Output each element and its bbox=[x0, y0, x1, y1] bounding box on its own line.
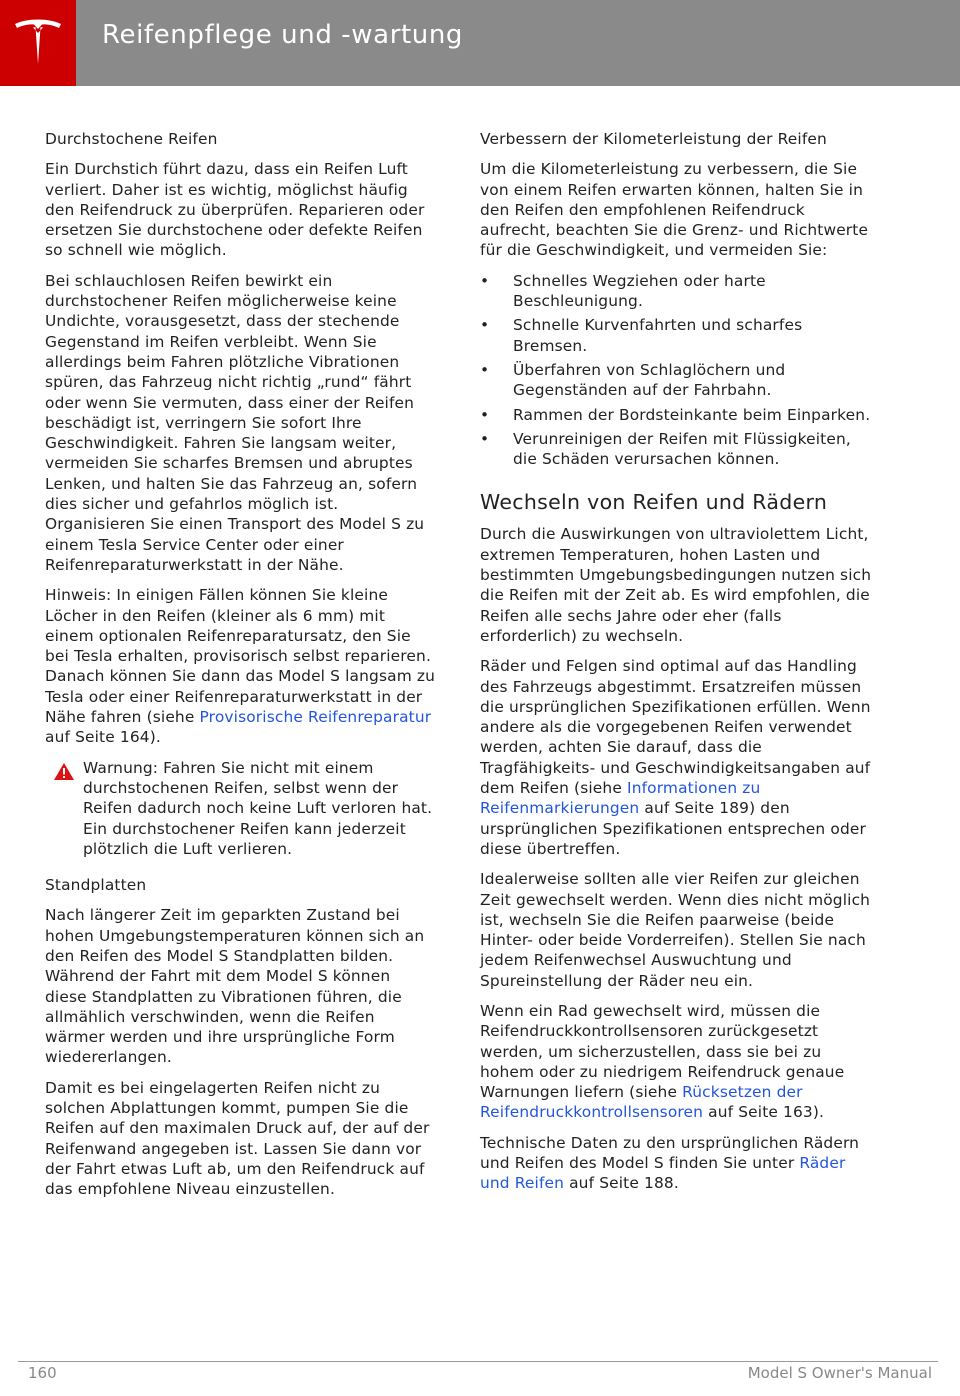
warning-box bbox=[45, 758, 437, 859]
repair-note-page-ref: auf Seite 164). bbox=[45, 728, 161, 747]
link-reset-tpms-sensors[interactable]: Rücksetzen der Reifendruckkontrollsensoren bbox=[480, 1083, 803, 1122]
puncture-paragraph-2: Bei schlauchlosen Reifen bewirkt ein durchstochener Reifen möglicherweise keine Undichte, vorausgesetzt, dass der stechende Gegenstand im Reifen verbleibt. Wenn Sie allerdings beim Fahren plötzliche Vibrationen spüren, das Fahrzeug nicht richtig „rund“ fährt oder wenn Sie vermuten, dass einer der Reifen beschädigt ist, verringern Sie sofort Ihre Geschwindigkeit. Fahren Sie langsam weiter, vermeiden Sie scharfes Bremsen und abruptes Lenken, und halten Sie das Fahrzeug an, sofern dies sicher und gefahrlos möglich ist. Organisieren Sie einen Transport des Model S zu einem Tesla Service Center oder einer Reifenreparaturwerkstatt in der Nähe. bbox=[45, 271, 425, 574]
list-item: • Schnelles Wegziehen oder harte Beschleunigung. bbox=[480, 271, 766, 311]
footer-divider bbox=[18, 1361, 938, 1362]
bullet-icon: • bbox=[480, 429, 490, 448]
tesla-logo-icon bbox=[13, 16, 63, 70]
flatspot-paragraph-2: Damit es bei eingelagerten Reifen nicht zu solchen Abplattungen kommt, pumpen Sie die Reifen auf den maximalen Druck auf, der auf der Reifenwand angegeben ist. Lassen Sie dann vor der Fahrt etwas Luft ab, um den Reifendruck auf das empfohlene Niveau einzustellen. bbox=[45, 1078, 430, 1199]
section-heading: Wechseln von Reifen und Rädern bbox=[480, 490, 828, 515]
bullet-icon: • bbox=[480, 360, 490, 379]
link-tire-markings[interactable]: Informationen zu Reifenmarkierungen bbox=[480, 779, 761, 818]
flatspot-paragraph-1: Nach längerer Zeit im geparkten Zustand bei hohen Umgebungstemperaturen können sich an den Reifen des Model S Standplatten bilden. Während der Fahrt mit dem Model S können diese Standplatten zu Vibrationen führen, die allmählich verschwinden, wenn die Reifen wärmer werden und ihre ursprüngliche Form wiedererlangen. bbox=[45, 906, 425, 1067]
flatspot-heading: Standplatten bbox=[45, 876, 147, 895]
bullet-icon: • bbox=[480, 271, 490, 290]
repair-note bbox=[45, 585, 437, 747]
bullet-icon: • bbox=[480, 316, 490, 335]
replacement-paragraph-1: Durch die Auswirkungen von ultraviolettem Licht, extremen Temperaturen, hohen Lasten und bestimmten Umgebungsbedingungen nutzen sich die Reifen mit der Zeit ab. Es wird empfohlen, die Reifen alle sechs Jahre oder eher (falls erforderlich) zu wechseln. bbox=[480, 525, 872, 645]
replacement-paragraph-5: Technische Daten zu den ursprünglichen Rädern und Reifen des Model S finden Sie unter Räder und Reifen auf Seite 188. bbox=[480, 1133, 860, 1193]
left-column bbox=[45, 129, 437, 1210]
list-item: • Überfahren von Schlaglöchern und Gegenständen auf der Fahrbahn. bbox=[480, 360, 786, 400]
warning-triangle-icon bbox=[53, 762, 75, 781]
puncture-heading: Durchstochene Reifen bbox=[45, 130, 218, 148]
replacement-paragraph-4: Wenn ein Rad gewechselt wird, müssen die Reifendruckkontrollsensoren zurückgesetzt werden, um sicherzustellen, dass sie bei zu hohem oder zu niedrigem Reifendruck genaue Warnungen liefern (siehe Rücksetzen der Reifendruckkontrollsensoren auf Seite 163). bbox=[480, 1001, 845, 1122]
puncture-paragraph-1: Ein Durchstich führt dazu, dass ein Reifen Luft verliert. Daher ist es wichtig, möglichst häufig den Reifendruck zu überprüfen. Reparieren oder ersetzen Sie durchstochene oder defekte Reifen so schnell wie möglich. bbox=[45, 160, 425, 260]
mileage-heading: Verbessern der Kilometerleistung der Reifen bbox=[480, 130, 827, 148]
page-title: Reifenpflege und -wartung bbox=[102, 20, 464, 50]
list-item: • Rammen der Bordsteinkante beim Einparken. bbox=[480, 405, 871, 424]
list-item: • Schnelle Kurvenfahrten und scharfes Bremsen. bbox=[480, 316, 803, 355]
link-temporary-tire-repair[interactable]: Provisorische Reifenreparatur bbox=[199, 708, 432, 727]
page-header bbox=[0, 0, 960, 86]
repair-note-text: Hinweis: In einigen Fällen können Sie kleine Löcher in den Reifen (kleiner als 6 mm) mit einem optionalen Reifenreparatursatz, den Sie bei Tesla erhalten, provisorisch selbst reparieren. Danach können Sie dann das Model S langsam zu Tesla oder einer Reifenreparaturwerkstatt in der Nähe fahren (siehe bbox=[45, 586, 436, 727]
link-wheels-and-tires[interactable]: Räder und Reifen bbox=[480, 1154, 846, 1193]
right-column bbox=[480, 129, 872, 1204]
page-number: 160 bbox=[28, 1364, 57, 1382]
bullet-icon: • bbox=[480, 405, 490, 424]
warning-text: Warnung: Fahren Sie nicht mit einem durchstochenen Reifen, selbst wenn der Reifen dadurch noch keine Luft verloren hat. Ein durchstochener Reifen kann jederzeit plötzlich die Luft verlieren. bbox=[83, 758, 433, 858]
manual-title: Model S Owner's Manual bbox=[747, 1364, 932, 1382]
tesla-logo bbox=[0, 0, 76, 86]
mileage-paragraph: Um die Kilometerleistung zu verbessern, die Sie von einem Reifen erwarten können, halten Sie in den Reifen den empfohlenen Reifendruck aufrecht, beachten Sie die Grenz- und Richtwerte für die Geschwindigkeit, und vermeiden Sie: bbox=[480, 160, 869, 260]
avoid-list bbox=[480, 271, 872, 470]
replacement-paragraph-3: Idealerweise sollten alle vier Reifen zur gleichen Zeit gewechselt werden. Wenn dies nicht möglich ist, wechseln Sie die Reifen paarweise (beide Hinter- oder beide Vorderreifen). Stellen Sie nach jedem Reifenwechsel Auswuchtung und Spureinstellung der Räder neu ein. bbox=[480, 870, 871, 990]
list-item: • Verunreinigen der Reifen mit Flüssigkeiten, die Schäden verursachen können. bbox=[480, 429, 851, 469]
replacement-paragraph-2: Räder und Felgen sind optimal auf das Handling des Fahrzeugs abgestimmt. Ersatzreifen müssen die ursprünglichen Spezifikationen erfüllen. Wenn andere als die vorgegebenen Reifen verwendet werden, achten Sie darauf, dass die Tragfähigkeits- und Geschwindigkeitsangaben auf dem Reifen (siehe Informationen zu Reifenmarkierungen auf Seite 189) den ursprünglichen Spezifikationen entsprechen oder diese übertreffen. bbox=[480, 657, 871, 858]
